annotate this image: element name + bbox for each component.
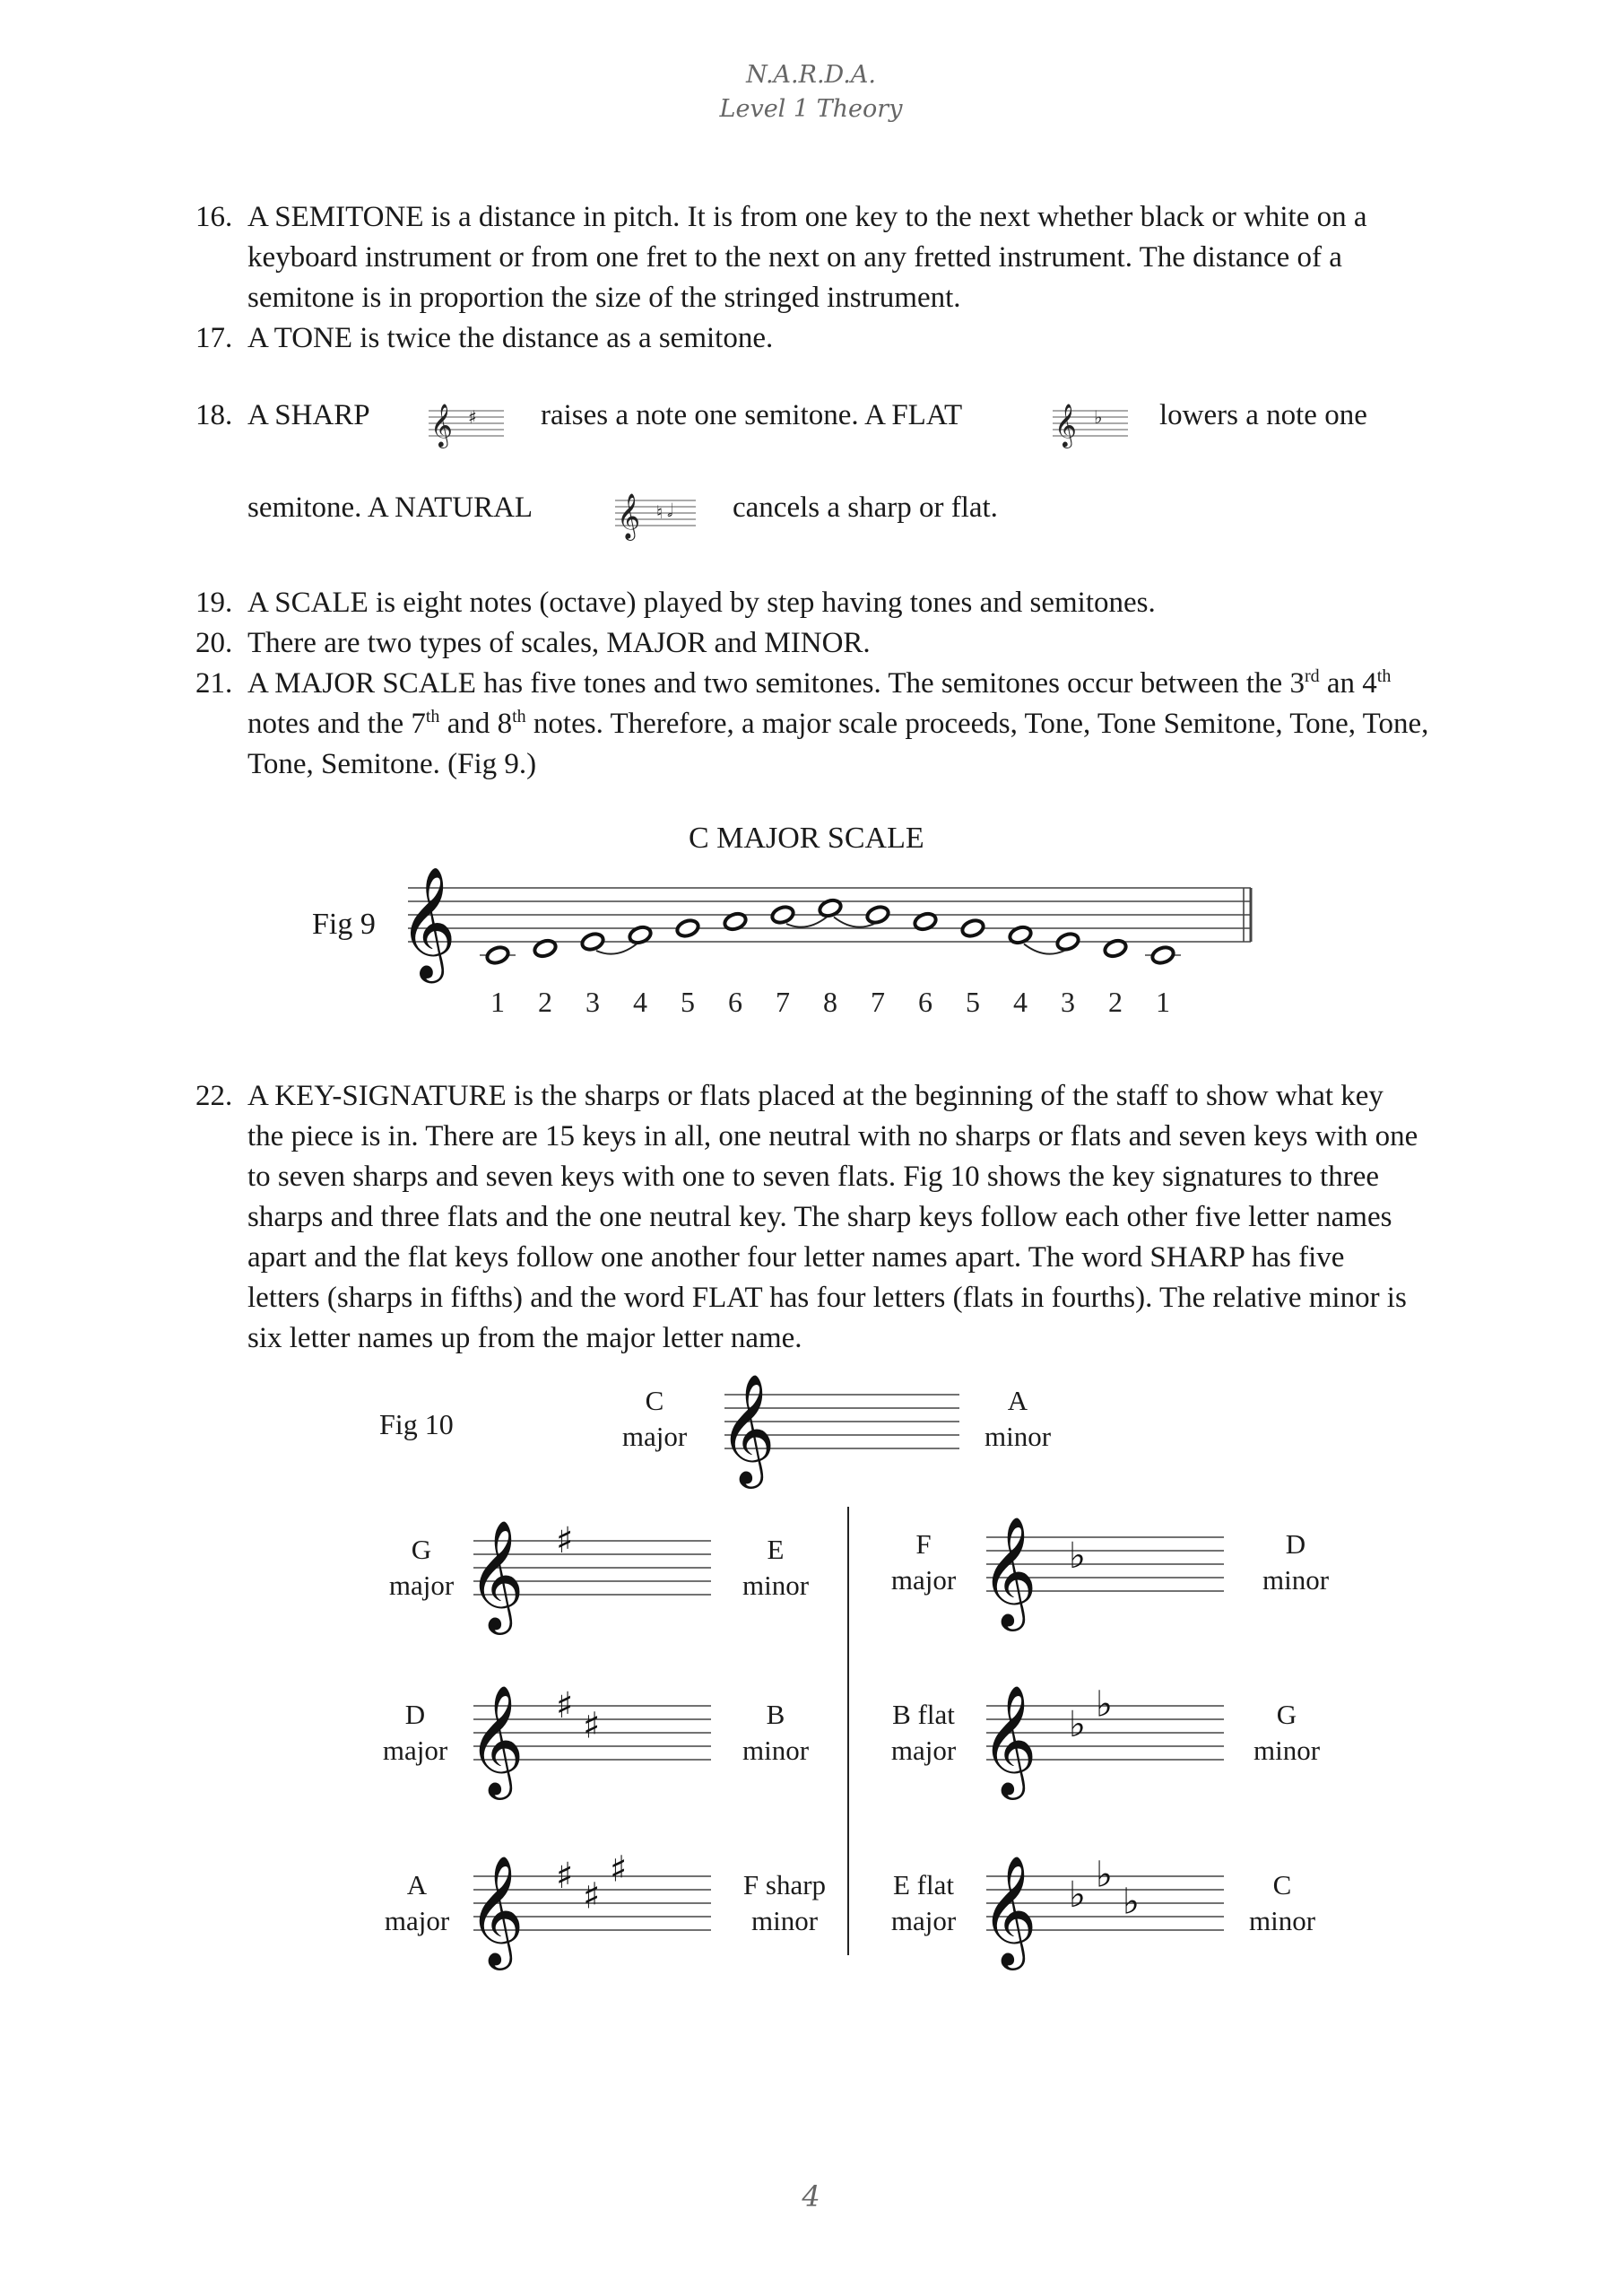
key-label-d-major: D major — [382, 1699, 448, 1766]
scale-note — [770, 904, 795, 925]
item-text: A TONE is twice the distance as a semitone. — [247, 322, 774, 354]
scale-degree-number: 4 — [633, 986, 647, 1018]
svg-text:𝄞: 𝄞 — [617, 493, 641, 539]
scale-degree-number: 6 — [918, 986, 932, 1018]
key-label-g-minor: G minor — [1253, 1699, 1321, 1766]
natural-label: semitone. A NATURAL — [247, 491, 533, 524]
sharp-accidental-icon: ♯ — [583, 1875, 601, 1918]
scale-note — [1055, 931, 1080, 952]
key-signature-b-flat-major — [981, 1679, 1233, 1795]
key-label-e-minor: E minor — [742, 1534, 810, 1601]
natural-symbol-icon — [615, 491, 696, 539]
key-label-c-major: C major — [621, 1385, 688, 1452]
key-label-b-flat-major: B flat major — [890, 1699, 957, 1766]
scale-degree-number: 7 — [871, 986, 885, 1018]
key-label-a-major: A major — [384, 1869, 450, 1936]
sharp-accidental-icon: ♯ — [583, 1705, 601, 1747]
scale-note — [675, 918, 700, 938]
item-text: A SCALE is eight notes (octave) played by step having tones and semitones. — [247, 587, 1156, 619]
key-label-c-minor: C minor — [1248, 1869, 1316, 1936]
treble-clef-icon: 𝄞 — [468, 1684, 525, 1795]
item-text: A MAJOR SCALE has five tones and two semitones. The semitones occur between the 3rd an 4th notes and the 7th and 8th notes. Therefore, a major scale proceeds, Tone, Tone Semitone, Tone, Tone, Tone, Semitone. (Fig 9.) — [247, 666, 1429, 780]
key-label-f-major: F major — [890, 1528, 957, 1596]
natural-tail-text: cancels a sharp or flat. — [733, 491, 998, 524]
column-divider — [847, 1507, 849, 1955]
key-label-a-minor: A minor — [984, 1385, 1052, 1452]
flat-tail-text: lowers a note one — [1159, 399, 1367, 431]
svg-text:♭: ♭ — [1094, 406, 1103, 428]
item-number: 17. — [195, 322, 233, 354]
sharp-accidental-icon: ♯ — [556, 1685, 574, 1726]
item-text: A SEMITONE is a distance in pitch. It is from one key to the next whether black or white on a keyboard instrument or from one fret to the next on any fretted instrument. The distance of a semitone is in proportion the size of the stringed instrument. — [247, 201, 1367, 314]
scale-degree-number: 6 — [728, 986, 742, 1018]
scale-degree-number: 3 — [1061, 986, 1075, 1018]
treble-clef-icon: 𝄞 — [981, 1855, 1037, 1965]
key-signature-e-flat-major — [981, 1849, 1233, 1965]
sharp-flat-text: raises a note one semitone. A FLAT — [541, 399, 963, 431]
flat-accidental-icon: ♭ — [1069, 1535, 1086, 1577]
key-signature-g-major — [468, 1514, 720, 1630]
scale-note — [960, 918, 985, 938]
item-number: 20. — [195, 627, 233, 659]
key-signature-d-major — [468, 1679, 720, 1795]
treble-clef-icon: 𝄞 — [468, 1519, 525, 1630]
flat-accidental-icon: ♭ — [1069, 1704, 1086, 1745]
treble-clef-icon: 𝄞 — [468, 1855, 525, 1965]
item-number: 22. — [195, 1080, 233, 1112]
scale-degree-number: 5 — [966, 986, 980, 1018]
list-item-19 — [195, 583, 1451, 623]
key-label-g-major: G major — [388, 1534, 455, 1601]
scale-degree-number: 2 — [538, 986, 552, 1018]
list-item-16 — [195, 197, 1451, 318]
list-item-22 — [195, 1076, 1424, 1359]
item-number: 21. — [195, 667, 233, 700]
flat-accidental-icon: ♭ — [1123, 1881, 1140, 1923]
scale-note — [1150, 944, 1175, 965]
flat-accidental-icon: ♭ — [1069, 1874, 1086, 1916]
key-label-d-minor: D minor — [1262, 1528, 1330, 1596]
header-title: N.A.R.D.A. — [746, 61, 876, 89]
svg-text:𝄞: 𝄞 — [1054, 403, 1077, 447]
scale-degree-number: 1 — [1156, 986, 1170, 1018]
item-number: 16. — [195, 201, 233, 233]
key-signature-c-major — [719, 1368, 967, 1483]
scale-degree-number: 5 — [681, 986, 695, 1018]
page-number: 4 — [802, 2179, 820, 2213]
scale-note — [485, 944, 510, 965]
scale-degree-number: 3 — [585, 986, 600, 1018]
c-major-scale-staff — [399, 861, 1260, 1022]
svg-text:♯: ♯ — [468, 406, 477, 428]
scale-note — [580, 931, 605, 952]
svg-text:𝄞: 𝄞 — [430, 403, 453, 447]
fig9-label: Fig 9 — [312, 908, 376, 941]
item-number: 19. — [195, 587, 233, 619]
treble-clef-icon: 𝄞 — [981, 1516, 1037, 1626]
scale-degree-number: 2 — [1108, 986, 1123, 1018]
treble-clef-icon: 𝄞 — [719, 1373, 776, 1483]
sharp-accidental-icon: ♯ — [610, 1848, 628, 1891]
key-signature-f-major — [981, 1510, 1233, 1626]
flat-accidental-icon: ♭ — [1096, 1683, 1113, 1726]
list-item-17 — [195, 318, 1451, 359]
item-text: A KEY-SIGNATURE is the sharps or flats placed at the beginning of the staff to show what key the piece is in. There are 15 keys in all, one neutral with no sharps or flats and seven keys with one to seven sharps and seven keys with one to seven flats. Fig 10 shows the key signatures to three sharps and three flats and the one neutral key. The sharp keys follow each other five letter names apart and the flat keys follow one another four letter names apart. The word SHARP has five letters (sharps in fifths) and the word FLAT has four letters (flats in fourths). The relative minor is six letter names up from the major letter name. — [247, 1080, 1418, 1354]
scale-degree-number: 7 — [776, 986, 790, 1018]
key-label-b-minor: B minor — [742, 1699, 810, 1766]
fig9-title: C MAJOR SCALE — [689, 822, 924, 855]
header-subtitle: Level 1 Theory — [719, 95, 903, 123]
sharp-accidental-icon: ♯ — [556, 1520, 574, 1561]
fig10-label: Fig 10 — [379, 1408, 454, 1440]
scale-degree-number: 4 — [1013, 986, 1028, 1018]
key-label-f-sharp-minor: F sharp minor — [742, 1869, 827, 1936]
list-item-20 — [195, 623, 1451, 664]
flat-symbol-icon — [1053, 402, 1128, 445]
item-number-18: 18. — [195, 399, 233, 431]
scale-degree-number: 8 — [823, 986, 837, 1018]
svg-text:𝅗𝅥: 𝅗𝅥 — [667, 500, 673, 521]
flat-accidental-icon: ♭ — [1096, 1854, 1113, 1896]
sharp-label: A SHARP — [247, 399, 370, 431]
sharp-accidental-icon: ♯ — [556, 1856, 574, 1897]
key-label-e-flat-major: E flat major — [890, 1869, 957, 1936]
treble-clef-icon: 𝄞 — [399, 866, 456, 978]
scale-degree-number: 1 — [490, 986, 505, 1018]
svg-text:♮: ♮ — [656, 501, 664, 523]
treble-clef-icon: 𝄞 — [981, 1684, 1037, 1795]
sharp-symbol-icon — [429, 402, 504, 445]
list-item-21 — [195, 664, 1451, 785]
scale-note — [865, 904, 890, 925]
key-signature-a-major — [468, 1848, 720, 1965]
item-text: There are two types of scales, MAJOR and MINOR. — [247, 627, 871, 659]
